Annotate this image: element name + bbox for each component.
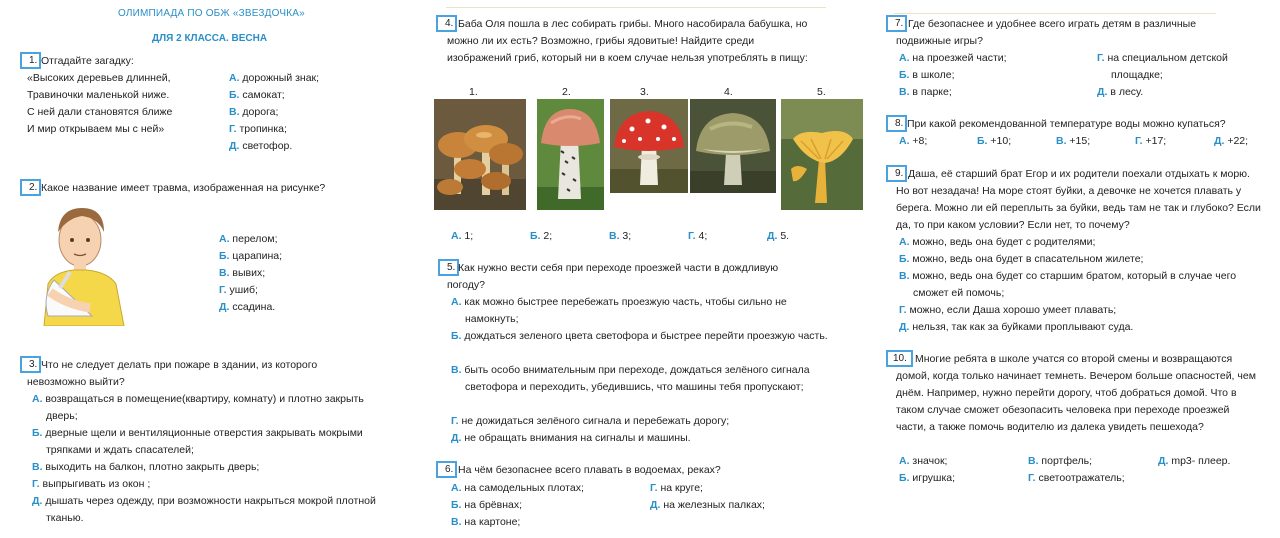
- answer-option[interactable]: Д. светофор.: [229, 140, 293, 152]
- question-4-number: 4.: [436, 15, 457, 32]
- question-7-number: 7.: [886, 15, 907, 32]
- answer-option[interactable]: Б. на брёвнах;: [451, 499, 523, 511]
- page-subtitle: ДЛЯ 2 КЛАССА. ВЕСНА: [152, 33, 268, 44]
- question-1-number: 1.: [20, 52, 41, 69]
- answer-option[interactable]: Д. +22;: [1214, 135, 1249, 147]
- answer-option[interactable]: А. +8;: [899, 135, 928, 147]
- mushroom-label: 1.: [469, 86, 478, 98]
- answer-option[interactable]: Б. в школе;: [899, 69, 955, 81]
- answer-option[interactable]: А. на проезжей части;: [899, 52, 1007, 64]
- answer-option[interactable]: Б. +10;: [977, 135, 1012, 147]
- answer-option[interactable]: Б. царапина;: [219, 250, 283, 262]
- question-1-text: Отгадайте загадку:: [41, 55, 134, 67]
- answer-option[interactable]: Д. дышать через одежду, при возможности накрыться мокрой плотной тканью.: [32, 495, 376, 524]
- question-10-text: Многие ребята в школе учатся со второй смены и возвращаются домой, когда только начинает темнеть. Вечером больше опасностей, чем днём. Например, нужно перейти дорогу, чтоб добраться домой. Что в таком случае сможет обезопасить человека при переходе проезжей части, а также помочь водителю из далека увидеть пешехода?: [896, 353, 1256, 433]
- mushroom-honey-fungus-image[interactable]: [434, 99, 526, 210]
- answer-option[interactable]: А. 1;: [451, 230, 474, 242]
- mushroom-boletus-image[interactable]: [537, 99, 604, 210]
- answer-option[interactable]: А. как можно быстрее перебежать проезжую часть, чтобы сильно не намокнуть;: [451, 296, 787, 325]
- answer-option[interactable]: А. можно, ведь она будет с родителями;: [899, 236, 1096, 248]
- answer-option[interactable]: А. дорожный знак;: [229, 72, 320, 84]
- answer-option[interactable]: Г. на специальном детской площадке;: [1097, 52, 1228, 81]
- answer-option[interactable]: В. можно, ведь она будет со старшим братом, который в случае чего сможет ей помочь;: [899, 270, 1237, 299]
- answer-option[interactable]: Г. можно, если Даша хорошо умеет плавать;: [899, 304, 1117, 316]
- mushroom-label: 3.: [640, 86, 649, 98]
- question-9-text: Даша, её старший брат Егор и их родители поехали отдыхать к морю. Но вот незадача! На море стоят буйки, а девочке не хочется плавать у берега. Можно ли ей переплыть за буйки, ведь там не так и глубоко? Если да, то при каком условии? Если нет, то почему?: [896, 168, 1261, 231]
- riddle-line: С ней дали становятся ближе: [27, 106, 173, 118]
- answer-option[interactable]: Д. 5.: [767, 230, 790, 242]
- answer-option[interactable]: Г. +17;: [1135, 135, 1167, 147]
- question-9-number: 9.: [886, 165, 907, 182]
- answer-option[interactable]: А. на самодельных плотах;: [451, 482, 584, 494]
- answer-option[interactable]: А. перелом;: [219, 233, 278, 245]
- answer-option[interactable]: Б. можно, ведь она будет в спасательном жилете;: [899, 253, 1144, 265]
- answer-option[interactable]: Г. 4;: [688, 230, 708, 242]
- answer-option[interactable]: В. вывих;: [219, 267, 266, 279]
- question-7-text: Где безопаснее и удобнее всего играть детям в различные подвижные игры?: [896, 18, 1197, 47]
- mushroom-death-cap-image[interactable]: [690, 99, 776, 193]
- answer-option[interactable]: В. дорога;: [229, 106, 279, 118]
- mushroom-chanterelle-image[interactable]: [781, 99, 863, 210]
- answer-option[interactable]: Б. самокат;: [229, 89, 285, 101]
- answer-option[interactable]: А. возвращаться в помещение(квартиру, комнату) и плотно закрыть дверь;: [32, 393, 364, 422]
- question-5-text: Как нужно вести себя при переходе проезжей части в дождливую погоду?: [447, 262, 779, 291]
- answer-option[interactable]: В. 3;: [609, 230, 632, 242]
- question-6-number: 6.: [436, 461, 457, 478]
- answer-option[interactable]: В. +15;: [1056, 135, 1091, 147]
- mushroom-label: 2.: [562, 86, 571, 98]
- riddle-line: «Высоких деревьев длинней,: [27, 72, 171, 84]
- answer-option[interactable]: Б. игрушка;: [899, 472, 956, 484]
- answer-option[interactable]: В. портфель;: [1028, 455, 1093, 467]
- riddle-line: И мир открываем мы с ней»: [27, 123, 165, 135]
- question-3-text: Что не следует делать при пожаре в здании, из которого невозможно выйти?: [27, 359, 318, 388]
- answer-option[interactable]: В. быть особо внимательным при переходе, дождаться зелёного сигнала светофора и переходить, убедившись, что машины тебя пропускают;: [451, 364, 810, 393]
- divider: [446, 7, 826, 8]
- mushroom-label: 5.: [817, 86, 826, 98]
- mushroom-fly-agaric-image[interactable]: [610, 99, 688, 193]
- answer-option[interactable]: Д. ссадина.: [219, 301, 276, 313]
- riddle-line: Травиночки маленькой ниже.: [27, 89, 170, 101]
- question-10-number: 10.: [886, 350, 913, 367]
- answer-option[interactable]: Г. выпрыгивать из окон ;: [32, 478, 151, 490]
- answer-option[interactable]: В. в парке;: [899, 86, 952, 98]
- question-2-text: Какое название имеет травма, изображенная на рисунке?: [41, 182, 326, 194]
- answer-option[interactable]: Б. 2;: [530, 230, 553, 242]
- answer-option[interactable]: А. значок;: [899, 455, 948, 467]
- answer-option[interactable]: Б. дождаться зеленого цвета светофора и быстрее перейти проезжую часть.: [451, 330, 828, 342]
- question-8-text: При какой рекомендованной температуре воды можно купаться?: [907, 118, 1226, 130]
- answer-option[interactable]: В. выходить на балкон, плотно закрыть дверь;: [32, 461, 260, 473]
- answer-option[interactable]: Д. на железных палках;: [650, 499, 765, 511]
- question-2-number: 2.: [20, 179, 41, 196]
- question-6-text: На чём безопаснее всего плавать в водоемах, реках?: [458, 464, 721, 476]
- answer-option[interactable]: Д. mp3- плеер.: [1158, 455, 1231, 467]
- question-5-number: 5.: [438, 259, 459, 276]
- answer-option[interactable]: Б. дверные щели и вентиляционные отверстия закрывать мокрыми тряпками и ждать спасателей;: [32, 427, 363, 456]
- page-title: ОЛИМПИАДА ПО ОБЖ «ЗВЕЗДОЧКА»: [118, 8, 305, 19]
- question-8-number: 8.: [886, 115, 907, 132]
- question-3-number: 3.: [20, 356, 41, 373]
- divider: [894, 13, 1216, 14]
- answer-option[interactable]: Д. в лесу.: [1097, 86, 1144, 98]
- answer-option[interactable]: Д. нельзя, так как за буйками проплывают суда.: [899, 321, 1134, 333]
- answer-option[interactable]: Г. светоотражатель;: [1028, 472, 1125, 484]
- answer-option[interactable]: Г. тропинка;: [229, 123, 287, 135]
- answer-option[interactable]: В. на картоне;: [451, 516, 521, 528]
- answer-option[interactable]: Д. не обращать внимания на сигналы и машины.: [451, 432, 691, 444]
- question-4-text: Баба Оля пошла в лес собирать грибы. Много насобирала бабушка, но можно ли их есть? Возможно, грибы ядовитые! Найдите среди изображений гриб, который ни в коем случае нельзя употреблять в пищу:: [447, 18, 808, 64]
- answer-option[interactable]: Г. ушиб;: [219, 284, 258, 296]
- mushroom-label: 4.: [724, 86, 733, 98]
- injured-child-illustration: [20, 196, 136, 326]
- answer-option[interactable]: Г. на круге;: [650, 482, 703, 494]
- answer-option[interactable]: Г. не дожидаться зелёного сигнала и перебежать дорогу;: [451, 415, 730, 427]
